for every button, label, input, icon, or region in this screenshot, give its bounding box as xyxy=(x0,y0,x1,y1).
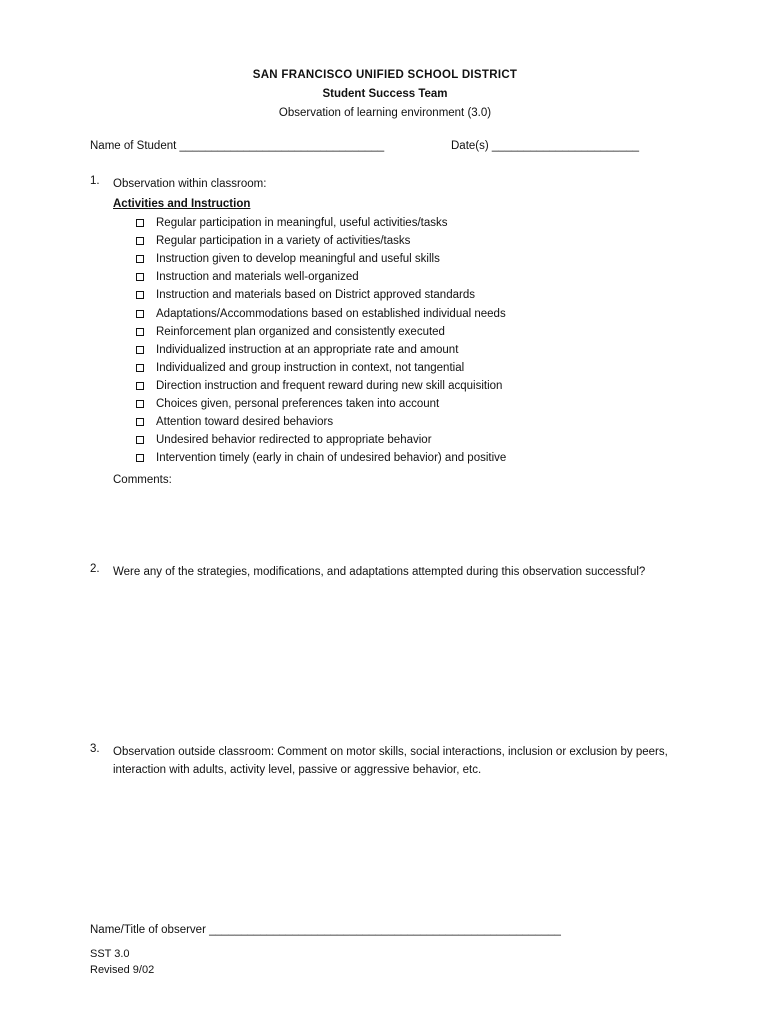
checkbox-icon[interactable] xyxy=(136,454,144,462)
checklist-item-label: Instruction and materials well-organized xyxy=(156,271,359,284)
checkbox-icon[interactable] xyxy=(136,310,144,318)
checklist-item[interactable] xyxy=(136,250,506,268)
checkbox-icon[interactable] xyxy=(136,418,144,426)
student-info-row xyxy=(90,140,640,152)
checklist-item[interactable] xyxy=(136,268,506,286)
checkbox-icon[interactable] xyxy=(136,400,144,408)
checklist-item-label: Individualized instruction at an appropriate rate and amount xyxy=(156,343,459,356)
revision-date: Revised 9/02 xyxy=(90,964,155,976)
checkbox-icon[interactable] xyxy=(136,346,144,354)
checkbox-icon[interactable] xyxy=(136,273,144,281)
checklist-item-label: Adaptations/Accommodations based on established individual needs xyxy=(156,307,506,320)
checkbox-icon[interactable] xyxy=(136,237,144,245)
date-label: Date(s) xyxy=(451,140,489,152)
observer-field[interactable]: _______________________________________________________ xyxy=(209,924,561,936)
checkbox-icon[interactable] xyxy=(136,382,144,390)
checklist-item[interactable] xyxy=(136,413,506,431)
checklist-item[interactable] xyxy=(136,304,506,322)
checkbox-icon[interactable] xyxy=(136,328,144,336)
checklist-item[interactable] xyxy=(136,377,506,395)
form-footer xyxy=(90,946,154,978)
activities-subheading: Activities and Instruction xyxy=(113,198,251,210)
question-number: 1. xyxy=(90,175,100,187)
checklist-item-label: Regular participation in meaningful, useful activities/tasks xyxy=(156,217,448,230)
date-field[interactable]: _______________________ xyxy=(491,140,640,152)
date-group xyxy=(451,140,639,152)
checklist-item[interactable] xyxy=(136,395,506,413)
checklist-item[interactable] xyxy=(136,286,506,304)
question-text: Observation outside classroom: Comment on motor skills, social interactions, inclusion or exclusion by peers, interaction with adults, activity level, passive or aggressive behavior, etc. xyxy=(113,746,668,776)
checkbox-icon[interactable] xyxy=(136,219,144,227)
student-name-field[interactable]: ________________________________ xyxy=(179,140,385,152)
checklist-item[interactable] xyxy=(136,232,506,250)
checklist-item[interactable] xyxy=(136,323,506,341)
checklist-item-label: Direction instruction and frequent reward during new skill acquisition xyxy=(156,379,503,392)
checklist-item[interactable] xyxy=(136,449,506,467)
observation-checklist xyxy=(136,214,506,467)
checklist-item-label: Instruction and materials based on District approved standards xyxy=(156,289,475,302)
form-id: SST 3.0 xyxy=(90,948,130,960)
checkbox-icon[interactable] xyxy=(136,436,144,444)
observer-row xyxy=(90,924,561,936)
question-number: 3. xyxy=(90,743,100,755)
checklist-item-label: Attention toward desired behaviors xyxy=(156,416,334,429)
checkbox-icon[interactable] xyxy=(136,291,144,299)
team-title: Student Success Team xyxy=(322,88,448,100)
checklist-item[interactable] xyxy=(136,359,506,377)
form-header xyxy=(0,66,770,123)
checklist-item-label: Individualized and group instruction in context, not tangential xyxy=(156,361,465,374)
observer-label: Name/Title of observer xyxy=(90,924,206,936)
checklist-item-label: Choices given, personal preferences taken into account xyxy=(156,397,440,410)
district-title: SAN FRANCISCO UNIFIED SCHOOL DISTRICT xyxy=(252,69,518,81)
checkbox-icon[interactable] xyxy=(136,255,144,263)
checklist-item-label: Reinforcement plan organized and consistently executed xyxy=(156,325,445,338)
question-number: 2. xyxy=(90,563,100,575)
checkbox-icon[interactable] xyxy=(136,364,144,372)
checklist-item[interactable] xyxy=(136,341,506,359)
form-subtitle: Observation of learning environment (3.0) xyxy=(278,107,492,119)
checklist-item-label: Intervention timely (early in chain of undesired behavior) and positive xyxy=(156,452,507,465)
student-name-label: Name of Student xyxy=(90,140,177,152)
checklist-item[interactable] xyxy=(136,431,506,449)
checklist-item-label: Regular participation in a variety of activities/tasks xyxy=(156,235,411,248)
question-text: Were any of the strategies, modifications, and adaptations attempted during this observation successful? xyxy=(113,566,646,578)
checklist-item-label: Instruction given to develop meaningful and useful skills xyxy=(156,253,440,266)
question-text: Observation within classroom: xyxy=(113,178,267,190)
checklist-item-label: Undesired behavior redirected to appropriate behavior xyxy=(156,434,432,447)
comments-label: Comments: xyxy=(113,474,172,486)
checklist-item[interactable] xyxy=(136,214,506,232)
